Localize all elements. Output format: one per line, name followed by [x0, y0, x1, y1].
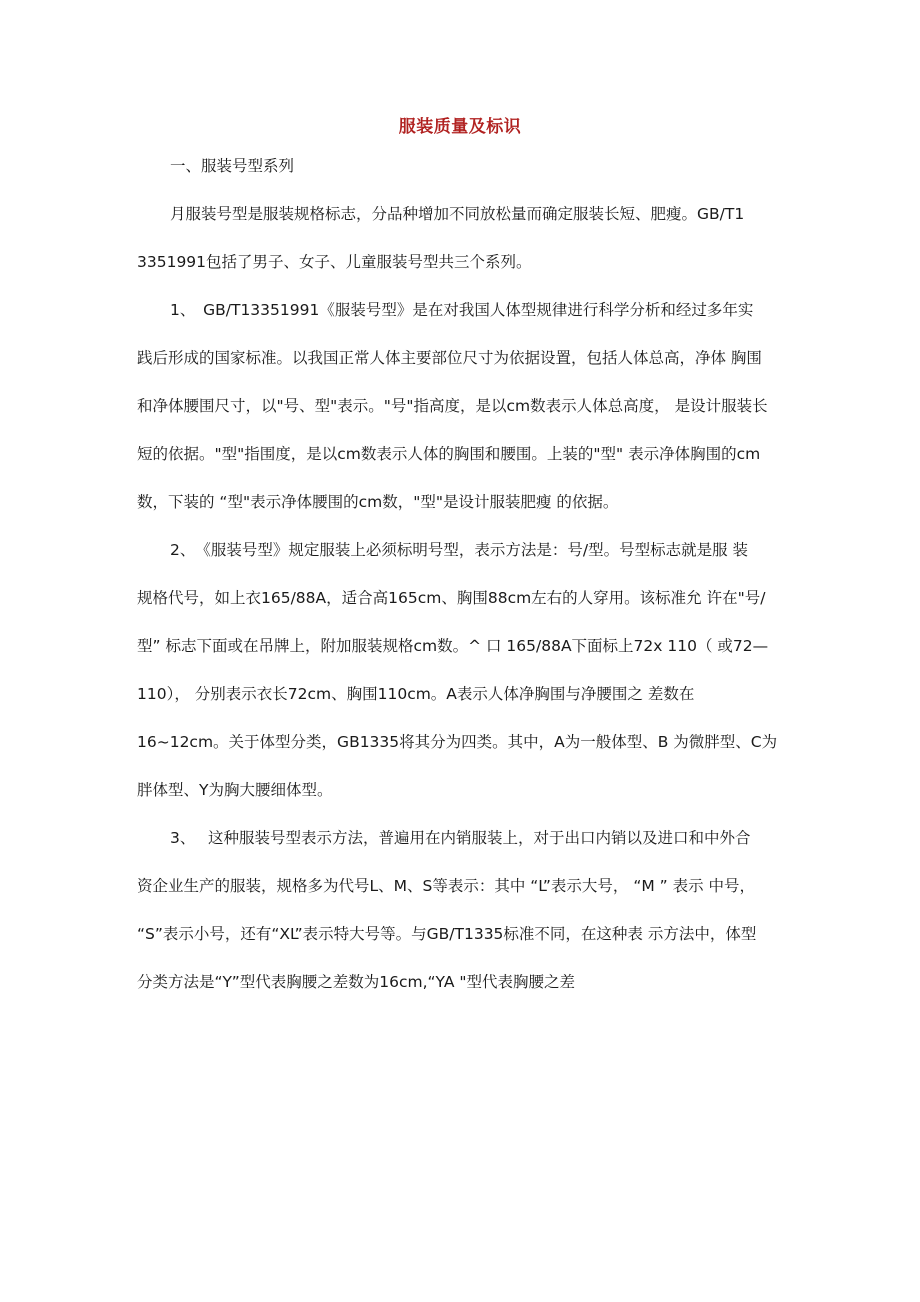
paragraph-line: 3351991包括了男子、女子、儿童服装号型共三个系列。: [137, 253, 532, 271]
paragraph-line: 和净体腰围尺寸，以"号、型"表示。"号"指高度，是以cm数表示人体总高度， 是设计服装长: [137, 397, 768, 415]
section-heading: 一、服装号型系列: [170, 157, 295, 175]
paragraph-line: 胖体型、Y为胸大腰细体型。: [137, 781, 333, 799]
paragraph-line: 110）， 分别表示衣长72cm、胸围110cm。A表示人体净胸围与净腰围之 差数在: [137, 685, 695, 703]
paragraph-line: 践后形成的国家标准。以我国正常人体主要部位尺寸为依据设置，包括人体总高，净体 胸围: [137, 349, 762, 367]
document-title: 服装质量及标识: [398, 117, 522, 137]
paragraph-line: 16~12cm。关于体型分类，GB1335将其分为四类。其中，A为一般体型、B 为微胖型、C为: [137, 733, 778, 751]
paragraph-line: “S”表示小号，还有“XL”表示特大号等。与GB/T1335标准不同，在这种表 示方法中，体型: [137, 925, 757, 943]
paragraph-line: 分类方法是“Y”型代表胸腰之差数为16cm,“YA "型代表胸腰之差: [137, 973, 575, 991]
paragraph-line: 型” 标志下面或在吊牌上，附加服装规格cm数。^ 口 165/88A下面标上72x 110（ 或72—: [137, 637, 769, 655]
paragraph-line: 3、 这种服装号型表示方法，普遍用在内销服装上，对于出口内销以及进口和中外合: [170, 829, 751, 847]
paragraph-line: 短的依据。"型"指围度，是以cm数表示人体的胸围和腰围。上装的"型" 表示净体胸围的cm: [137, 445, 761, 463]
paragraph-line: 数，下装的 “型"表示净体腰围的cm数，"型"是设计服装肥瘦 的依据。: [137, 493, 619, 511]
paragraph-line: 2、 《服装号型》规定服装上必须标明号型，表示方法是：号/型。号型标志就是服 装: [170, 541, 749, 559]
paragraph-line: 1、 GB/T13351991《服装号型》是在对我国人体型规律进行科学分析和经过多年实: [170, 301, 754, 319]
paragraph-line: 月服装号型是服装规格标志，分品种增加不同放松量而确定服装长短、肥瘦。GB/T1: [170, 205, 745, 223]
paragraph-line: 规格代号，如上衣165/88A，适合高165cm、胸围88cm左右的人穿用。该标准允 许在"号/: [137, 589, 766, 607]
paragraph-line: 资企业生产的服装，规格多为代号L、M、S等表示：其中 “L”表示大号， “M ” 表示 中号，: [137, 877, 756, 895]
